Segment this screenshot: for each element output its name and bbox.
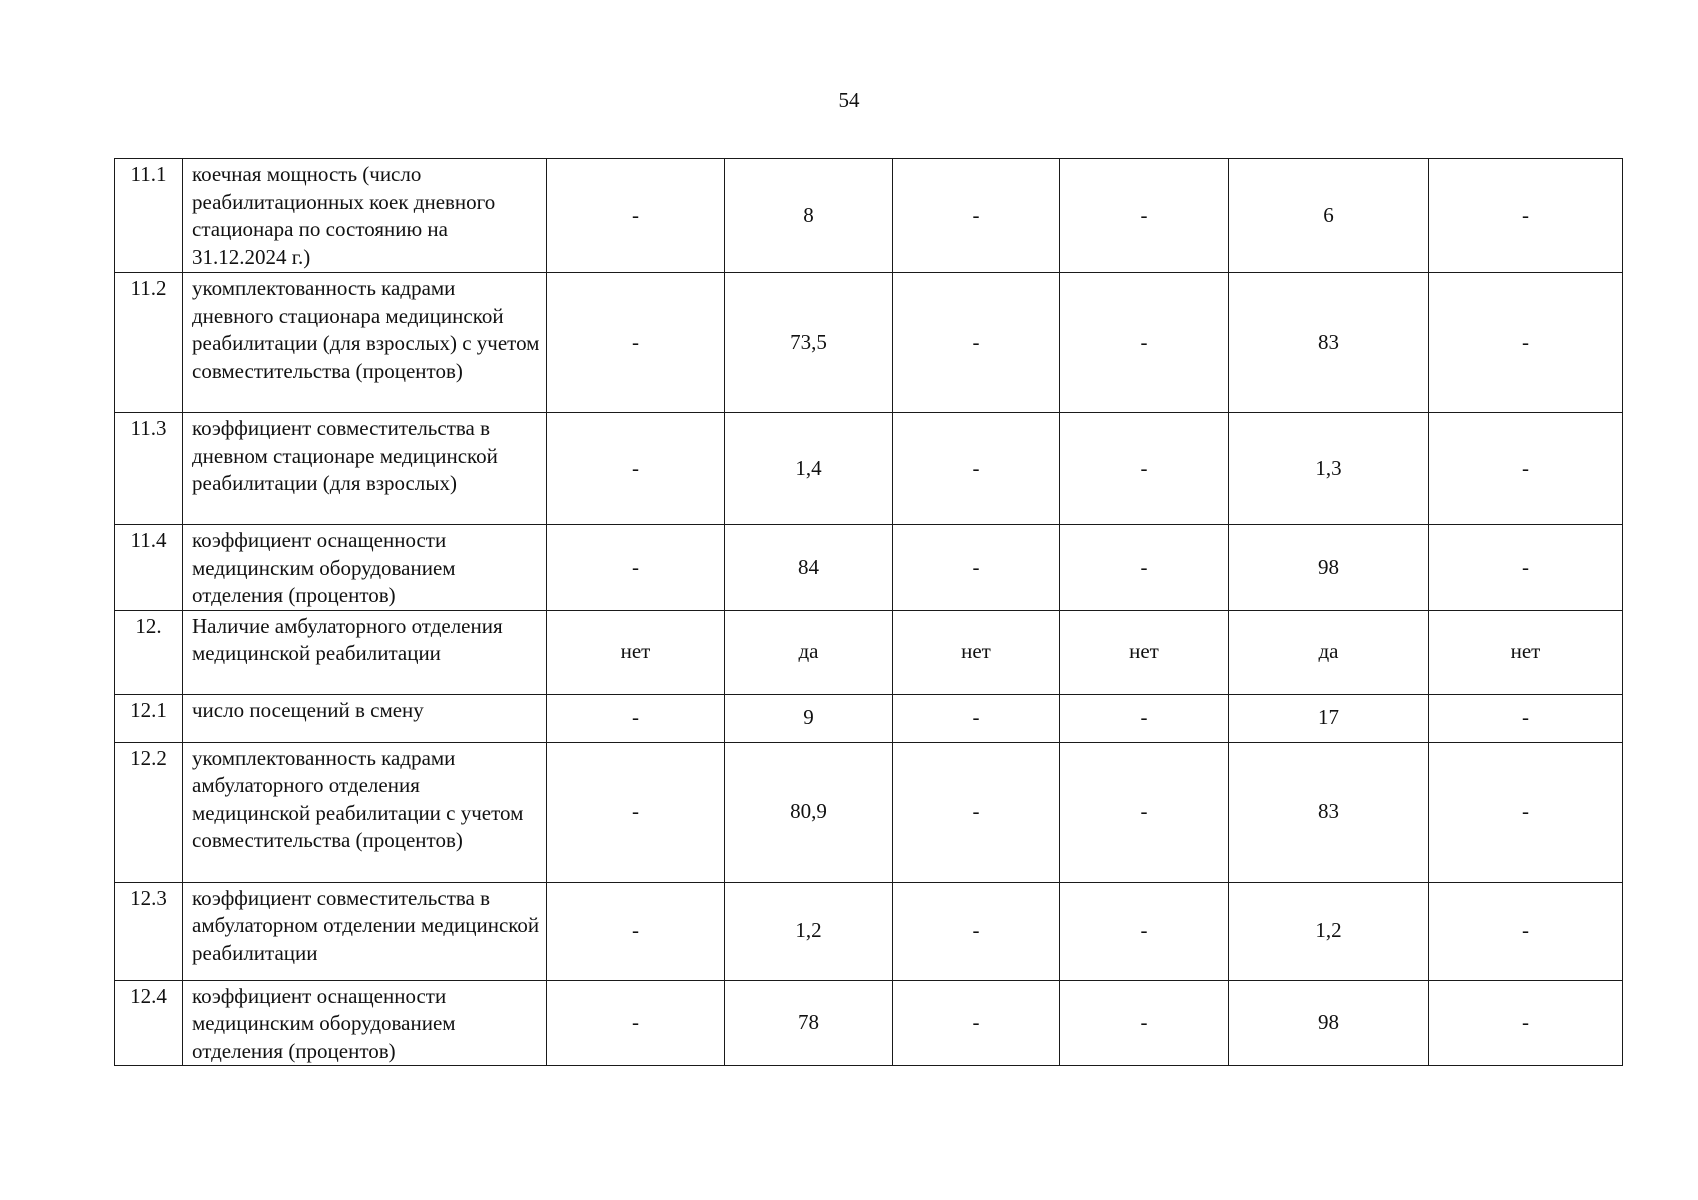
- table-cell: 9: [725, 694, 893, 742]
- row-description: Наличие амбулаторного отделения медицинской реабилитации: [183, 610, 547, 694]
- table-row: [115, 980, 1623, 1066]
- row-description: укомплектованность кадрами дневного стационара медицинской реабилитации (для взрослых) с учетом совместительства (процентов): [183, 273, 547, 413]
- table-cell: 8: [725, 159, 893, 273]
- table-cell: 1,2: [725, 882, 893, 980]
- table-cell: -: [1060, 159, 1229, 273]
- table-cell: 6: [1229, 159, 1429, 273]
- table-cell: -: [547, 882, 725, 980]
- row-description: укомплектованность кадрами амбулаторного отделения медицинской реабилитации с учетом совместительства (процентов): [183, 742, 547, 882]
- table-row: [115, 882, 1623, 980]
- row-description: коечная мощность (число реабилитационных коек дневного стационара по состоянию на 31.12.2024 г.): [183, 159, 547, 273]
- row-number: 11.4: [115, 525, 183, 611]
- table-row: [115, 159, 1623, 273]
- table-cell: -: [1429, 273, 1623, 413]
- table-cell: 98: [1229, 525, 1429, 611]
- table-row: [115, 610, 1623, 694]
- table-cell: 83: [1229, 273, 1429, 413]
- row-description: число посещений в смену: [183, 694, 547, 742]
- row-number: 12.4: [115, 980, 183, 1066]
- row-description: коэффициент оснащенности медицинским оборудованием отделения (процентов): [183, 980, 547, 1066]
- table-cell: -: [1429, 159, 1623, 273]
- table-cell: 1,2: [1229, 882, 1429, 980]
- table-row: [115, 413, 1623, 525]
- table-cell: 84: [725, 525, 893, 611]
- table-cell: -: [893, 742, 1060, 882]
- table-cell: 17: [1229, 694, 1429, 742]
- row-number: 12.2: [115, 742, 183, 882]
- table-cell: -: [1429, 694, 1623, 742]
- table-cell: -: [1429, 742, 1623, 882]
- table-cell: 1,4: [725, 413, 893, 525]
- row-number: 12.: [115, 610, 183, 694]
- table-cell: -: [1429, 980, 1623, 1066]
- table-cell: -: [547, 273, 725, 413]
- row-number: 11.2: [115, 273, 183, 413]
- table-cell: -: [547, 159, 725, 273]
- table-cell: -: [547, 742, 725, 882]
- row-description: коэффициент совместительства в амбулаторном отделении медицинской реабилитации: [183, 882, 547, 980]
- table-cell: -: [547, 694, 725, 742]
- table-cell: -: [547, 525, 725, 611]
- table-cell: да: [725, 610, 893, 694]
- row-number: 11.1: [115, 159, 183, 273]
- table-cell: -: [1429, 413, 1623, 525]
- table-cell: -: [1429, 525, 1623, 611]
- table-cell: нет: [1429, 610, 1623, 694]
- table-cell: -: [1060, 980, 1229, 1066]
- row-number: 12.1: [115, 694, 183, 742]
- table-cell: 80,9: [725, 742, 893, 882]
- table-cell: -: [893, 273, 1060, 413]
- row-description: коэффициент оснащенности медицинским оборудованием отделения (процентов): [183, 525, 547, 611]
- table-cell: 98: [1229, 980, 1429, 1066]
- table-cell: -: [1060, 882, 1229, 980]
- row-description: коэффициент совместительства в дневном стационаре медицинской реабилитации (для взрослых): [183, 413, 547, 525]
- table-cell: -: [1060, 742, 1229, 882]
- table-cell: -: [893, 882, 1060, 980]
- table-cell: -: [893, 525, 1060, 611]
- table-cell: 83: [1229, 742, 1429, 882]
- table-cell: -: [893, 980, 1060, 1066]
- table-cell: -: [1060, 694, 1229, 742]
- row-number: 12.3: [115, 882, 183, 980]
- table-cell: -: [1060, 525, 1229, 611]
- table-cell: -: [893, 694, 1060, 742]
- page-number: 54: [838, 88, 860, 112]
- table-row: [115, 273, 1623, 413]
- table-cell: -: [547, 980, 725, 1066]
- table-cell: 1,3: [1229, 413, 1429, 525]
- table-cell: -: [1060, 413, 1229, 525]
- table-cell: 78: [725, 980, 893, 1066]
- table-cell: нет: [1060, 610, 1229, 694]
- table-cell: нет: [547, 610, 725, 694]
- table-cell: -: [547, 413, 725, 525]
- table-cell: -: [893, 159, 1060, 273]
- table-cell: да: [1229, 610, 1429, 694]
- row-number: 11.3: [115, 413, 183, 525]
- indicator-table: [114, 158, 1623, 1066]
- table-cell: -: [1060, 273, 1229, 413]
- table-row: [115, 694, 1623, 742]
- table-cell: -: [893, 413, 1060, 525]
- table-cell: -: [1429, 882, 1623, 980]
- table-cell: нет: [893, 610, 1060, 694]
- table-row: [115, 742, 1623, 882]
- table-row: [115, 525, 1623, 611]
- table-cell: 73,5: [725, 273, 893, 413]
- table-body: [115, 159, 1623, 1066]
